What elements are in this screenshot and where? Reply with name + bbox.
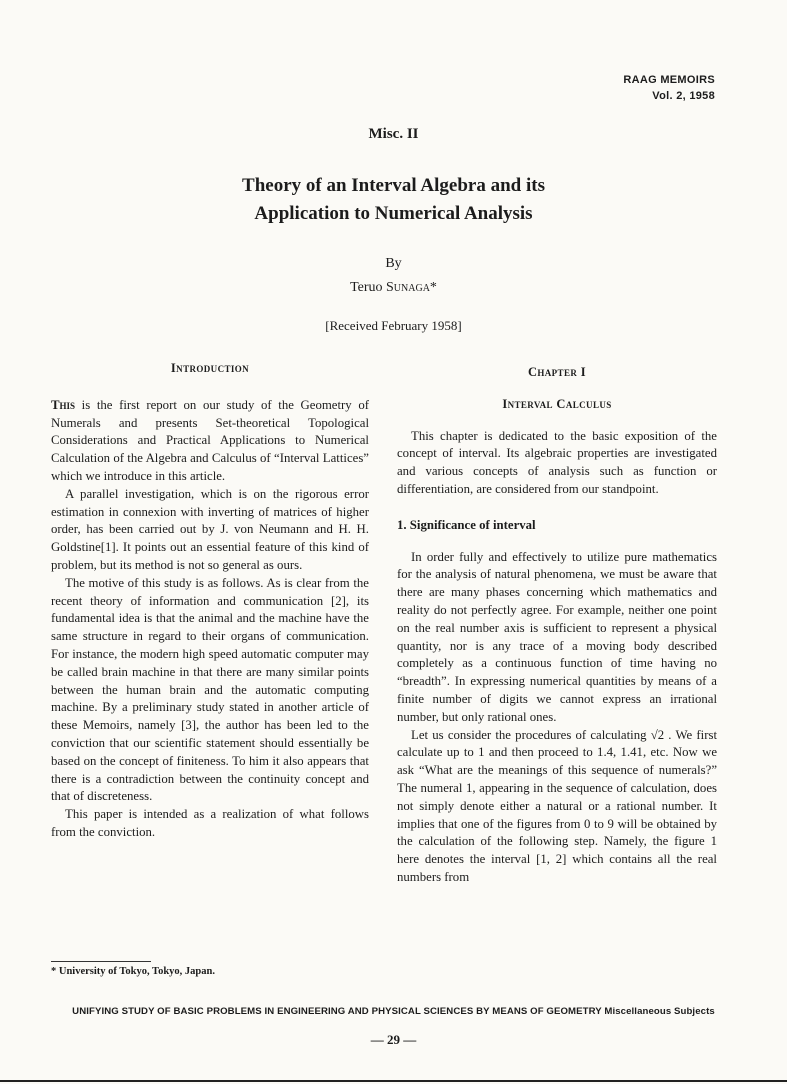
page-edge-line [0, 1080, 787, 1082]
author-first-name: Teruo [350, 280, 387, 295]
intro-paragraph-1-text: is the first report on our study of the Geometry of Numerals and presents Set-theoretical Topological Considerations and Practical Applications to Numerical Calculation of the Algebra and Calculus of “Interval Lattices” which we introduce in this article. [51, 397, 369, 483]
intro-paragraph-1 [51, 397, 369, 486]
received-date: [Received February 1958] [325, 318, 462, 333]
chapter-heading: Chapter I [527, 365, 587, 379]
intro-paragraph-3: The motive of this study is as follows. As is clear from the recent theory of information and communication [2], its fundamental idea is that the animal and the machine have the same structure in regard to their organs of communication. For instance, the modern high speed automatic computer may be called brain machine in that there are many similar points between the human brain and the automatic computing machine. By a preliminary study stated in another article of these Memoirs, namely [3], the author has been led to the conviction that our scientific statement should essentially be based on the concept of finiteness. To him it also appears that there is a contradiction between the continuity concept and that of discreteness. [51, 575, 369, 804]
journal-header [623, 72, 715, 104]
intro-lead-word: This [51, 397, 76, 412]
misc-label: Misc. II [368, 126, 419, 142]
paper-title [0, 172, 787, 228]
author-footnote-mark: * [429, 280, 437, 295]
chapter-title: Interval Calculus [502, 396, 612, 411]
byline-by: By [385, 256, 402, 271]
title-line-1: Theory of an Interval Algebra and its [242, 175, 545, 196]
page-footer: UNIFYING STUDY OF BASIC PROBLEMS IN ENGINEERING AND PHYSICAL SCIENCES BY MEANS OF GEOMETRY Miscellaneous Subjects [72, 1006, 715, 1017]
author-name [0, 280, 787, 296]
introduction-heading: Introduction [170, 361, 250, 375]
intro-paragraph-2: A parallel investigation, which is on the rigorous error estimation in connexion with inverting of matrices of higher order, has been carried out by J. von Neumann and H. H. Goldstine[1]. It points out an essential feature of this kind of problem, but its method is not so general as ours. [51, 486, 369, 572]
chapter-paragraph-3: Let us consider the procedures of calculating √2 . We first calculate up to 1 and then proceed to 1.4, 1.41, etc. Now we ask “What are the meanings of this sequence of numerals?” The numeral 1, appearing in the sequence of calculation, does not simply denote either a natural or a rational number. It implies that one of the figures from 0 to 9 will be obtained by the calculation of the following step. Namely, the figure 1 here denotes the interval [1, 2] which contains all the real numbers from [397, 727, 717, 884]
journal-series: RAAG MEMOIRS [623, 74, 715, 86]
left-column [51, 360, 369, 842]
chapter-paragraph-1: This chapter is dedicated to the basic exposition of the concept of interval. Its algebraic properties are investigated and various concepts of analysis such as function or differentiation, are considered from our standpoint. [397, 428, 717, 496]
footnote-rule [51, 961, 151, 962]
journal-volume: Vol. 2, 1958 [652, 90, 715, 102]
intro-paragraph-4: This paper is intended as a realization of what follows from the conviction. [51, 807, 369, 839]
title-line-2: Application to Numerical Analysis [254, 203, 533, 224]
footnote: * University of Tokyo, Tokyo, Japan. [51, 966, 215, 977]
author-last-name: Sunaga [386, 280, 430, 295]
chapter-paragraph-2: In order fully and effectively to utilize pure mathematics for the analysis of natural phenomena, we must be aware that there are many phases concerning which mathematics and reality do not perfectly agree. For example, neither one point on the real number axis is sufficient to represent a physical quantity, nor is any trace of a moving body described completely as a continuous function of time having no “breadth”. In expressing numerical quantities by means of a finite number of digits we cannot express an irrational number, but only rational ones. [397, 549, 717, 724]
section-heading: 1. Significance of interval [397, 517, 536, 532]
right-column [397, 364, 717, 887]
page-number: — 29 — [370, 1032, 417, 1047]
